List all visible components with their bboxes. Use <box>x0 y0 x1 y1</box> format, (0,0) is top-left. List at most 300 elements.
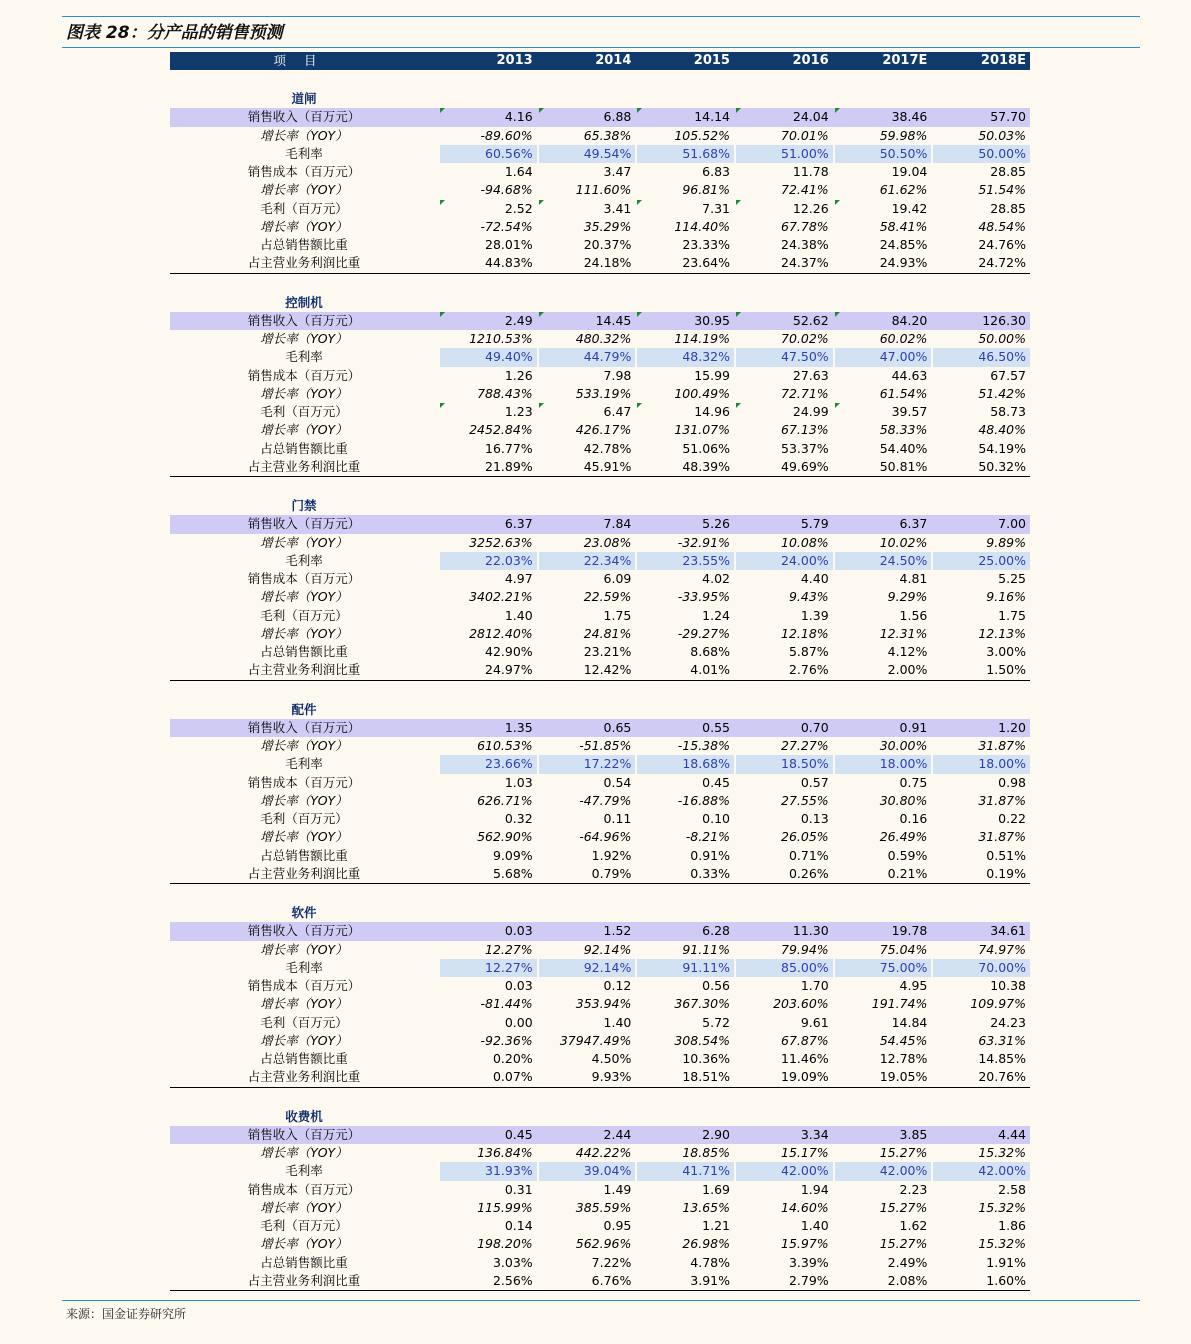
table-row <box>170 661 1030 680</box>
table-row <box>170 385 1030 403</box>
table-cell: 63.31% <box>978 1032 1026 1048</box>
table-row <box>170 625 1030 643</box>
table-cell: 19.09% <box>781 1069 829 1085</box>
table-row <box>170 458 1030 477</box>
table-cell: 4.40 <box>800 571 829 586</box>
table-cell: 22.59% <box>583 589 632 605</box>
table-cell: 3.03% <box>492 1254 533 1270</box>
row-label: 占主营业务利润比重 <box>247 662 361 678</box>
table-cell: 0.75 <box>899 774 928 790</box>
header-year: 2015 <box>693 53 730 68</box>
table-cell: 20.76% <box>978 1069 1026 1085</box>
row-label: 增长率（YOY） <box>260 422 348 438</box>
header-label: 项目 <box>273 53 335 68</box>
table-cell: 48.39% <box>682 458 730 474</box>
table-cell: 5.72 <box>702 1014 730 1030</box>
table-cell: 0.03 <box>504 978 533 993</box>
table-cell: 27.55% <box>781 792 829 808</box>
table-cell: 533.19% <box>575 385 632 401</box>
table-cell: 18.00% <box>833 755 932 773</box>
row-label: 毛利（百万元） <box>260 607 348 623</box>
row-label: 毛利率 <box>285 756 323 772</box>
table-cell: -81.44% <box>480 996 533 1012</box>
section-title: 配件 <box>291 701 317 717</box>
table-row <box>170 922 1030 940</box>
table-cell: 24.37% <box>781 255 829 271</box>
table-cell: 114.40% <box>674 218 730 234</box>
table-cell: 60.56% <box>438 145 537 163</box>
table-row <box>170 236 1030 254</box>
table-row <box>170 552 1030 570</box>
table-cell: 8.68% <box>690 644 730 659</box>
table-row <box>170 1050 1030 1068</box>
row-label: 占主营业务利润比重 <box>247 1272 361 1288</box>
table-cell: 100.49% <box>674 385 730 401</box>
table-cell: 75.04% <box>879 941 928 957</box>
row-label: 销售收入（百万元） <box>247 923 361 939</box>
table-row <box>170 1199 1030 1217</box>
table-cell: 20.37% <box>583 237 632 252</box>
table-cell: 4.97 <box>504 571 533 586</box>
table-cell: 18.85% <box>682 1145 730 1160</box>
table-row <box>170 588 1030 606</box>
table-cell: 442.22% <box>575 1145 632 1160</box>
table-cell: 12.78% <box>879 1051 928 1066</box>
comment-marker-icon <box>736 312 741 317</box>
comment-marker-icon <box>637 312 642 317</box>
table-cell: 9.61 <box>800 1014 829 1030</box>
comment-marker-icon <box>440 403 445 408</box>
table-cell: 6.37 <box>899 516 928 532</box>
table-cell: 70.02% <box>781 331 829 346</box>
table-cell: 0.51% <box>986 847 1026 863</box>
table-cell: 0.70 <box>800 719 829 735</box>
table-row <box>170 847 1030 865</box>
comment-marker-icon <box>835 403 840 408</box>
row-label: 毛利（百万元） <box>260 1014 348 1030</box>
table-cell: 1.75 <box>998 607 1026 623</box>
table-cell: 49.40% <box>438 348 537 366</box>
table-cell: 367.30% <box>674 996 730 1012</box>
table-cell: 426.17% <box>575 422 632 438</box>
table-cell: 67.57 <box>990 367 1026 383</box>
table-cell: 198.20% <box>477 1236 533 1252</box>
row-label: 销售成本（百万元） <box>247 774 361 790</box>
row-label: 占总销售额比重 <box>260 1051 348 1066</box>
table-cell: 5.26 <box>702 516 730 532</box>
table-cell: 17.22% <box>537 755 636 773</box>
comment-marker-icon <box>440 108 445 113</box>
table-row <box>170 774 1030 792</box>
table-cell: 30.00% <box>879 738 928 753</box>
table-row <box>170 403 1030 421</box>
table-cell: 2.44 <box>603 1126 632 1142</box>
section-title-row <box>170 497 1030 515</box>
table-cell: 0.12 <box>603 978 632 993</box>
comment-marker-icon <box>637 108 642 113</box>
table-cell: -47.79% <box>579 792 632 808</box>
row-label: 毛利（百万元） <box>260 404 348 419</box>
row-label: 销售成本（百万元） <box>247 1181 361 1197</box>
comment-marker-icon <box>539 312 544 317</box>
table-cell: 27.27% <box>781 738 829 753</box>
section-title-row <box>170 701 1030 719</box>
table-row <box>170 108 1030 126</box>
table-row <box>170 959 1030 977</box>
table-cell: 0.00 <box>504 1014 533 1030</box>
row-label: 增长率（YOY） <box>260 182 348 198</box>
row-label: 毛利率 <box>285 552 323 568</box>
table-cell: 3.39% <box>788 1254 829 1270</box>
comment-marker-icon <box>736 108 741 113</box>
table-cell: 6.88 <box>603 109 632 125</box>
table-cell: 111.60% <box>575 182 632 198</box>
table-cell: 2.23 <box>899 1181 928 1197</box>
table-cell: 0.31 <box>504 1181 533 1197</box>
table-row <box>170 1032 1030 1050</box>
table-cell: 1.21 <box>702 1218 730 1233</box>
table-cell: -15.38% <box>677 738 730 753</box>
table-cell: 61.62% <box>879 182 928 198</box>
table-cell: 788.43% <box>477 385 533 401</box>
table-cell: 15.27% <box>879 1236 928 1252</box>
table-cell: 562.90% <box>477 829 533 845</box>
table-cell: 1.70 <box>800 978 829 993</box>
section-spacer <box>170 70 1030 90</box>
row-label: 销售成本（百万元） <box>247 571 361 586</box>
row-label: 占总销售额比重 <box>260 644 348 659</box>
row-label: 占主营业务利润比重 <box>247 865 361 881</box>
table-cell: 136.84% <box>477 1145 533 1160</box>
table-cell: 9.16% <box>986 589 1026 605</box>
table-cell: 0.54 <box>603 774 632 790</box>
section-title-row <box>170 1108 1030 1126</box>
table-cell: 308.54% <box>674 1032 730 1048</box>
table-cell: 114.19% <box>674 331 730 346</box>
table-row <box>170 1162 1030 1180</box>
table-cell: 14.96 <box>694 404 730 419</box>
table-cell: 23.55% <box>635 552 734 570</box>
table-cell: 7.00 <box>998 516 1026 532</box>
table-cell: 50.03% <box>978 127 1026 143</box>
section-title: 门禁 <box>291 498 317 513</box>
table-row <box>170 1235 1030 1253</box>
table-cell: 3.41 <box>603 200 632 216</box>
table-cell: 1.92% <box>591 847 632 863</box>
table-row <box>170 1254 1030 1272</box>
table-cell: 14.45 <box>595 312 632 328</box>
table-cell: 48.40% <box>978 422 1026 438</box>
table-row <box>170 865 1030 884</box>
table-cell: 54.19% <box>978 440 1026 456</box>
table-cell: 191.74% <box>871 996 928 1012</box>
row-label: 增长率（YOY） <box>260 941 348 957</box>
table-cell: 11.46% <box>781 1051 829 1066</box>
table-cell: 0.33% <box>690 865 730 881</box>
section-title: 控制机 <box>285 294 323 310</box>
table-cell: 1.35 <box>504 719 533 735</box>
row-label: 销售收入（百万元） <box>247 312 361 328</box>
table-cell: 39.04% <box>537 1162 636 1180</box>
table-cell: 0.59% <box>887 847 928 863</box>
table-cell: 0.91 <box>899 719 928 735</box>
table-cell: 50.81% <box>879 458 928 474</box>
row-label: 销售收入（百万元） <box>247 719 361 735</box>
table-cell: -29.27% <box>677 625 730 641</box>
table-cell: 1.40 <box>603 1014 632 1030</box>
table-cell: 24.76% <box>978 237 1026 252</box>
row-label: 毛利率 <box>285 959 323 975</box>
row-label: 占总销售额比重 <box>260 1254 348 1270</box>
table-cell: 2.79% <box>788 1272 829 1288</box>
table-cell: 51.42% <box>978 385 1026 401</box>
table-cell: 42.90% <box>485 644 533 659</box>
table-cell: 67.78% <box>781 218 829 234</box>
row-label: 增长率（YOY） <box>260 996 348 1012</box>
table-cell: 92.14% <box>583 941 632 957</box>
sales-forecast-table <box>170 52 1030 1291</box>
row-label: 增长率（YOY） <box>260 625 348 641</box>
table-cell: 1210.53% <box>469 331 533 346</box>
table-cell: -92.36% <box>480 1032 533 1048</box>
section-spacer <box>170 681 1030 701</box>
table-cell: 27.63 <box>792 367 829 383</box>
table-cell: 24.23 <box>990 1014 1026 1030</box>
table-row <box>170 367 1030 385</box>
table-cell: 3.34 <box>800 1126 829 1142</box>
table-row <box>170 254 1030 273</box>
row-label: 增长率（YOY） <box>260 218 348 234</box>
header-year: 2016 <box>792 53 829 68</box>
table-cell: 0.79% <box>591 865 632 881</box>
table-cell: 75.00% <box>833 959 932 977</box>
table-cell: 70.00% <box>931 959 1030 977</box>
table-cell: 50.32% <box>978 458 1026 474</box>
table-row <box>170 755 1030 773</box>
table-cell: 91.11% <box>682 941 730 957</box>
table-cell: 12.26 <box>792 200 829 216</box>
table-cell: 1.64 <box>504 164 533 179</box>
table-cell: 50.00% <box>931 145 1030 163</box>
table-cell: 1.49 <box>603 1181 632 1197</box>
table-row <box>170 1014 1030 1032</box>
row-label: 毛利（百万元） <box>260 200 348 216</box>
row-label: 增长率（YOY） <box>260 829 348 845</box>
table-cell: 6.09 <box>603 571 632 586</box>
table-cell: 131.07% <box>674 422 730 438</box>
table-cell: 67.13% <box>781 422 829 438</box>
table-cell: 1.39 <box>800 607 829 623</box>
table-cell: 42.78% <box>583 440 632 456</box>
table-cell: 7.84 <box>603 516 632 532</box>
table-cell: 1.60% <box>986 1272 1026 1288</box>
table-cell: 1.03 <box>504 774 533 790</box>
table-cell: 50.50% <box>833 145 932 163</box>
table-cell: -16.88% <box>677 792 730 808</box>
comment-marker-icon <box>440 200 445 205</box>
table-cell: 0.56 <box>702 978 730 993</box>
row-label: 增长率（YOY） <box>260 331 348 346</box>
table-cell: 353.94% <box>575 996 632 1012</box>
table-cell: 12.27% <box>485 941 533 957</box>
comment-marker-icon <box>539 200 544 205</box>
table-cell: 30.80% <box>879 792 928 808</box>
table-cell: 12.31% <box>879 625 928 641</box>
table-cell: 31.87% <box>978 792 1026 808</box>
table-cell: 53.37% <box>781 440 829 456</box>
table-cell: 126.30 <box>982 312 1026 328</box>
table-row <box>170 421 1030 439</box>
table-cell: 4.78% <box>690 1254 730 1270</box>
table-cell: 4.50% <box>591 1051 632 1066</box>
table-cell: 1.91% <box>986 1254 1026 1270</box>
comment-marker-icon <box>440 312 445 317</box>
table-cell: 24.93% <box>879 255 928 271</box>
table-cell: 5.68% <box>492 865 533 881</box>
row-label: 增长率（YOY） <box>260 792 348 808</box>
source-note: 来源：国金证券研究所 <box>66 1307 187 1321</box>
table-cell: 0.19% <box>986 865 1026 881</box>
table-cell: 1.86 <box>998 1218 1026 1233</box>
table-cell: 31.93% <box>438 1162 537 1180</box>
table-cell: 44.79% <box>537 348 636 366</box>
table-cell: 42.00% <box>931 1162 1030 1180</box>
table-cell: 47.50% <box>734 348 833 366</box>
table-cell: 0.13 <box>800 811 829 826</box>
table-cell: 23.08% <box>583 534 632 550</box>
table-cell: 72.41% <box>781 182 829 198</box>
table-cell: 1.94 <box>800 1181 829 1197</box>
table-cell: 3252.63% <box>469 534 533 550</box>
table-cell: 22.34% <box>537 552 636 570</box>
comment-marker-icon <box>539 108 544 113</box>
table-cell: 4.01% <box>690 662 730 678</box>
table-cell: 14.84 <box>891 1014 928 1030</box>
table-row <box>170 181 1030 199</box>
table-row <box>170 127 1030 145</box>
table-cell: 15.32% <box>978 1145 1026 1160</box>
table-cell: 3402.21% <box>469 589 533 605</box>
table-cell: 21.89% <box>485 458 533 474</box>
table-cell: 7.22% <box>591 1254 632 1270</box>
row-label: 销售成本（百万元） <box>247 164 361 179</box>
table-cell: 50.00% <box>978 331 1026 346</box>
table-row <box>170 828 1030 846</box>
table-cell: 79.94% <box>781 941 829 957</box>
table-cell: 0.98 <box>998 774 1026 790</box>
table-cell: -8.21% <box>685 829 730 845</box>
section-title: 软件 <box>291 905 317 920</box>
table-cell: 385.59% <box>575 1199 632 1215</box>
table-cell: 1.50% <box>986 662 1026 678</box>
table-cell: 0.45 <box>702 774 730 790</box>
table-cell: 1.23 <box>504 404 533 419</box>
table-cell: 58.33% <box>879 422 928 438</box>
table-row <box>170 995 1030 1013</box>
row-label: 增长率（YOY） <box>260 1236 348 1252</box>
table-cell: 4.02 <box>702 571 730 586</box>
row-label: 增长率（YOY） <box>260 1032 348 1048</box>
table-cell: 2.49% <box>887 1254 928 1270</box>
table-cell: 24.38% <box>781 237 829 252</box>
table-header <box>170 52 1030 70</box>
table-cell: 0.03 <box>504 923 533 939</box>
bottom-rule <box>62 1300 1140 1301</box>
table-cell: 24.81% <box>583 625 632 641</box>
table-cell: 42.00% <box>734 1162 833 1180</box>
table-cell: 4.12% <box>887 644 928 659</box>
table-cell: -72.54% <box>480 218 533 234</box>
section-title: 道闸 <box>291 91 317 106</box>
figure-title: 图表 28：分产品的销售预测 <box>66 23 283 43</box>
table-cell: 0.91% <box>690 847 730 863</box>
table-cell: 15.97% <box>781 1236 829 1252</box>
table-cell: 15.99 <box>694 367 730 383</box>
table-cell: 0.71% <box>788 847 829 863</box>
table-cell: 1.56 <box>899 607 928 623</box>
table-cell: 13.65% <box>682 1199 730 1215</box>
table-cell: 39.57 <box>891 404 928 419</box>
table-cell: 2.08% <box>887 1272 928 1288</box>
table-cell: 92.14% <box>537 959 636 977</box>
table-cell: 28.01% <box>485 237 533 252</box>
table-cell: 46.50% <box>931 348 1030 366</box>
table-cell: 51.06% <box>682 440 730 456</box>
row-label: 销售收入（百万元） <box>247 109 361 125</box>
comment-marker-icon <box>736 200 741 205</box>
table-cell: -89.60% <box>480 127 533 143</box>
table-cell: 5.25 <box>998 571 1026 586</box>
table-cell: 7.31 <box>702 200 730 216</box>
table-cell: 24.00% <box>734 552 833 570</box>
table-cell: 3.91% <box>690 1272 730 1288</box>
table-cell: 15.27% <box>879 1199 928 1215</box>
top-rule <box>62 16 1140 17</box>
table-cell: 49.69% <box>781 458 829 474</box>
row-label: 增长率（YOY） <box>260 1199 348 1215</box>
table-cell: 15.17% <box>781 1145 829 1160</box>
table-cell: 31.87% <box>978 829 1026 845</box>
table-cell: 24.18% <box>583 255 632 271</box>
section-spacer <box>170 274 1030 294</box>
table-cell: 19.04 <box>891 164 928 179</box>
table-cell: 26.98% <box>682 1236 730 1252</box>
table-cell: 10.38 <box>990 978 1026 993</box>
table-cell: 2.49 <box>504 312 533 328</box>
table-cell: 0.22 <box>998 811 1026 826</box>
row-label: 销售收入（百万元） <box>247 516 361 532</box>
table-cell: 5.87% <box>788 644 829 659</box>
table-cell: 18.51% <box>682 1069 730 1085</box>
table-cell: 1.20 <box>998 719 1026 735</box>
table-cell: 1.26 <box>504 367 533 383</box>
table-cell: 1.24 <box>702 607 730 623</box>
table-cell: 44.63 <box>891 367 928 383</box>
row-label: 毛利（百万元） <box>260 811 348 826</box>
table-cell: 14.85% <box>978 1051 1026 1066</box>
table-cell: 2.56% <box>492 1272 533 1288</box>
table-cell: 84.20 <box>891 312 928 328</box>
comment-marker-icon <box>736 403 741 408</box>
table-cell: 2.90 <box>702 1126 730 1142</box>
section-title-row <box>170 904 1030 922</box>
row-label: 增长率（YOY） <box>260 589 348 605</box>
header-year: 2018E <box>980 53 1026 68</box>
row-label: 占总销售额比重 <box>260 847 348 863</box>
table-cell: 54.45% <box>879 1032 928 1048</box>
table-cell: 60.02% <box>879 331 928 346</box>
table-row <box>170 163 1030 181</box>
